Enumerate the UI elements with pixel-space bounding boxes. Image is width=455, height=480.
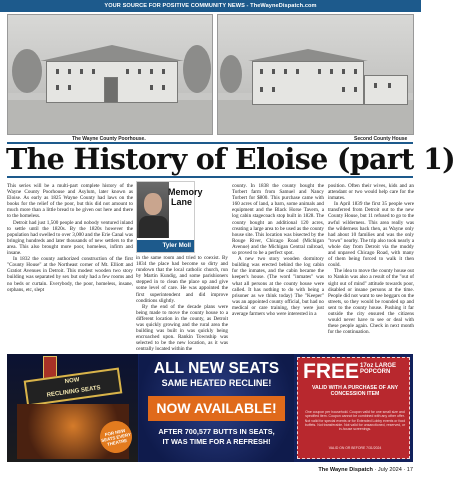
ad-tagline	[139, 427, 294, 446]
popcorn-coupon	[297, 357, 410, 459]
ad-message	[139, 354, 294, 462]
paragraph: county. In 1838 the county bought the Torbert farm from Samuel and Nancy Torbert for $800. This purchase came with 160 acres of land, a barn, some animals and equipment and the Black Horse Tavern, a log cabin stagecoach stop built in 1828. The county bought an additional 120 acres, creating a large area to be used as the county house site. This location was bisected by the Rouge River, Chicago Road (Michigan Avenue) and the Michigan Central railroad, so proved to be a perfect spot.	[232, 183, 324, 257]
article-headline: The History of Eloise (part 1)	[6, 142, 455, 176]
coupon-valid-date: VALID ON OR BEFORE 7/31/2024	[328, 446, 382, 450]
page-footer	[318, 467, 413, 473]
article-column-3	[232, 183, 324, 317]
article-column-2	[136, 255, 228, 353]
poorhouse-caption: The Wayne County Poorhouse.	[72, 136, 146, 142]
column-title-line2: Lane	[170, 197, 192, 207]
paragraph: In April 1839 the first 35 people were transferred from Detroit out to the new County House, but 11 refused to go to the awful wilderness. This area really was the wilderness back then, as Wayne only had about 10 families and was the only "town" nearby. The trip also took nearly a whole day from Detroit via the muddy and unpaved Chicago Road, with many of them being forced to walk it then could.	[328, 201, 414, 269]
headline-bottom-rule	[7, 176, 413, 178]
theater-advertisement	[7, 354, 413, 462]
ad-now-available: NOW AVAILABLE!	[148, 396, 285, 421]
publication-name: The Wayne Dispatch	[318, 467, 373, 473]
coupon-free: FREE	[303, 360, 360, 383]
paragraph: position. Often their wives, kids and an attendant or two would help care for the inmates.	[328, 183, 414, 202]
ad-tagline-line2: IT WAS TIME FOR A REFRESH!	[162, 436, 271, 446]
ad-tagline-line1: AFTER 700,577 BUTTS IN SEATS,	[158, 427, 275, 436]
issue-and-page: · July 2024 · 17	[374, 467, 413, 473]
coupon-terms: VALID WITH A PURCHASE OF ANY CONCESSION ITEM	[311, 385, 399, 397]
theater-photo	[7, 354, 138, 462]
marquee-line2: RECLINING SEATS	[46, 385, 101, 399]
paragraph: A new two story wooden dormitory building was erected behind the log cabin for the inmates, and the cabin became the keeper's house. (The word "inmates" was what all persons at the county house were called. It has nothing to do with being a prisoner as we think today) The "Keeper" was an appointed county official, but had no medical or care training, they were just average farmers who were interested in a	[232, 256, 324, 317]
ad-headline: ALL NEW SEATS	[153, 360, 280, 377]
paragraph: In 1832 the county authorized construction of the first "County House" at the Northeast corner of Mt. Elliott and Gratiot Avenues in Detroit. This modest wooden two story building was separated by sex but only had a few rooms and no beds or curtain. Everybody, the poor, homeless, insane, orphans, etc, slept	[7, 256, 133, 293]
top-banner: YOUR SOURCE FOR POSITIVE COMMUNITY NEWS - TheWayneDispatch.com	[0, 0, 421, 12]
author-portrait	[137, 182, 169, 238]
theater-marquee	[24, 367, 123, 406]
ad-subheadline: SAME HEATED RECLINE!	[161, 378, 272, 388]
marquee-line1: NOW	[64, 377, 80, 386]
paragraph: By the end of the decade plans were being made to move the county house to a different location in the county, as Detroit was quickly growing and the rural area the building was built in was quickly being encroached upon. Rankin Township was selected to be the new location, as it was centrally located within the	[136, 303, 228, 353]
author-name: Tyler Moll	[137, 240, 194, 252]
new-seats-stamp: FOR NEW SEATS EVERY THEATRE	[97, 418, 135, 456]
paragraph: Detroit had just 1,500 people and nobody ventured inland to settle until the 1820s. By the 1820s however the population had swelled to over 3,000 and the Erie Canal was bringing hundreds and later thousands of new settlers to the area. This also brought more poor, homeless, infirm and insane.	[7, 219, 133, 257]
column-title	[168, 187, 203, 207]
paragraph: The idea to move the county house out to Nankin was also a result of the "out of sight out of mind" attitude towards poor, disabled or insane persons at the time. People did not want to see beggars on the streets, so they would be rounded up and sent to the county house. Pushing it far outside the city ensured the citizens would never have to see or deal with these people again. Check in next month for the continuation.	[328, 268, 414, 336]
coupon-item: 17oz LARGE POPCORN	[360, 363, 397, 376]
county-house-photo	[217, 14, 414, 135]
paragraph: This series will be a multi-part complete history of the Wayne County Poorhouse and Asylum, later known as Eloise. As early as 1825 Wayne County had laws on the books for the relief of the poor, but this did not amount to much more than a little bread to be given out here and there to the homeless.	[7, 183, 133, 220]
paragraph: in the same room and tried to coexist. By 1834 the place had become so dirty and rundown that the local catholic church, run by Martin Kundig, and some parishioners stepped in to clean the place up and give some level of care. He was appointed the first superintendent and did improve conditions slightly.	[136, 255, 228, 304]
article-column-4	[328, 183, 414, 335]
column-title-line1: Memory	[168, 187, 203, 197]
article-column-1	[7, 183, 133, 293]
poorhouse-photo	[7, 14, 213, 135]
memory-lane-badge	[136, 181, 203, 253]
county-house-caption: Second County House	[354, 136, 408, 142]
coupon-fine-print: One coupon per household. Coupon valid for one small size and specified item. Coupon cannot be combined with any other offer. Not valid for special events or for Extended Lobby events or food buffets. Not transferable. Not valid for unsanctioned, reserved, or in-house screenings.	[304, 410, 406, 432]
